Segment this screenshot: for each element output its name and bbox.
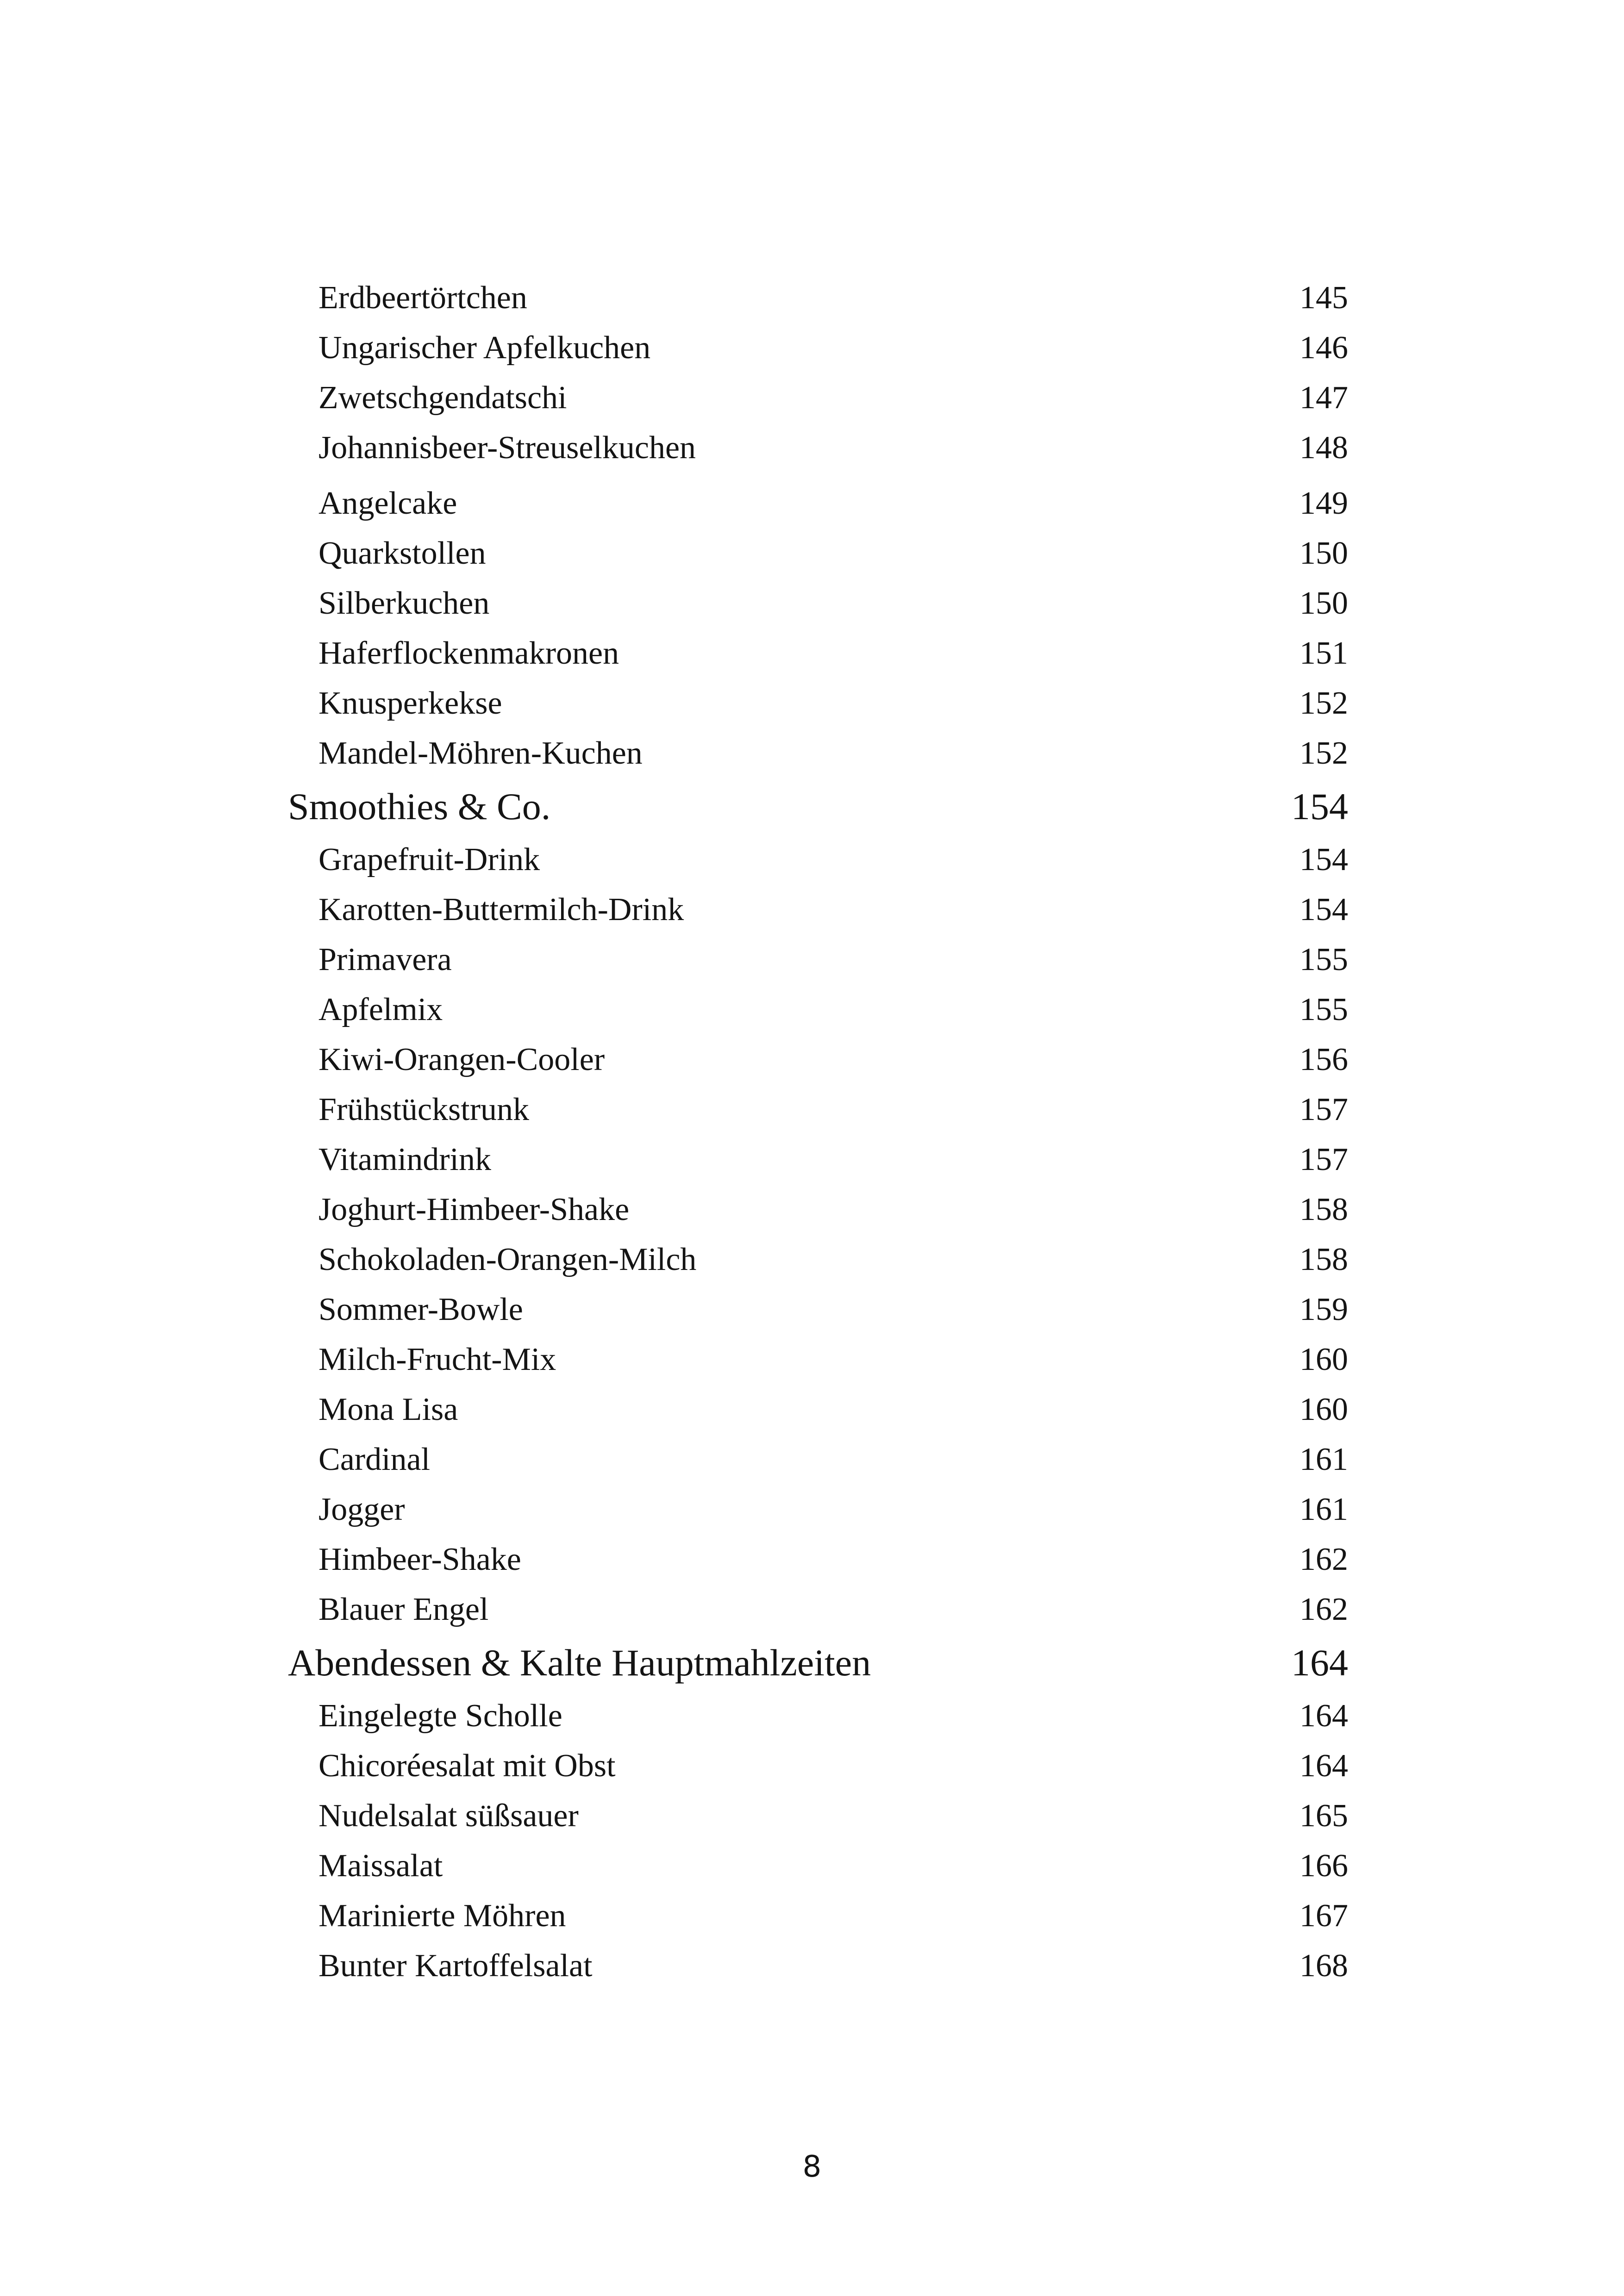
toc-section-title: Abendessen & Kalte Hauptmahlzeiten [288, 1642, 871, 1684]
toc-entry-title: Quarkstollen [319, 535, 486, 571]
toc-entry-row [288, 273, 1348, 323]
toc-entry-page: 146 [1299, 330, 1348, 366]
toc-entry-title: Primavera [319, 942, 452, 977]
toc-entry-page: 160 [1299, 1392, 1348, 1427]
toc-entry-title: Karotten-Buttermilch-Drink [319, 892, 684, 927]
toc-entry-row [288, 1485, 1348, 1535]
toc-entry-row [288, 835, 1348, 885]
toc-entry-page: 155 [1299, 942, 1348, 977]
toc-entry-title: Bunter Kartoffelsalat [319, 1948, 593, 1984]
toc-entry-row [288, 323, 1348, 373]
toc-entry-page: 168 [1299, 1948, 1348, 1984]
toc-entry-title: Mona Lisa [319, 1392, 458, 1427]
toc-entry-row [288, 373, 1348, 423]
toc-entry-page: 166 [1299, 1848, 1348, 1884]
toc-entry-row [288, 1891, 1348, 1941]
toc-entry-row [288, 1085, 1348, 1135]
toc-entry-title: Zwetschgendatschi [319, 380, 567, 416]
toc-entry-page: 157 [1299, 1142, 1348, 1177]
toc-entry-row [288, 479, 1348, 529]
toc-entry-page: 149 [1299, 485, 1348, 521]
toc-entry-row [288, 1335, 1348, 1385]
toc-entry-page: 145 [1299, 280, 1348, 316]
toc-entry-row [288, 935, 1348, 985]
toc-entry-page: 150 [1299, 535, 1348, 571]
toc-entry-title: Joghurt-Himbeer-Shake [319, 1192, 630, 1227]
toc-entry-row [288, 1035, 1348, 1085]
toc-entry-title: Silberkuchen [319, 585, 490, 621]
toc-entry-page: 167 [1299, 1898, 1348, 1934]
toc-entry-title: Mandel-Möhren-Kuchen [319, 735, 643, 771]
toc-section-page: 164 [1291, 1642, 1348, 1684]
toc-entry-title: Apfelmix [319, 992, 443, 1027]
toc-entry-title: Marinierte Möhren [319, 1898, 566, 1934]
toc-entry-page: 150 [1299, 585, 1348, 621]
toc-entry-page: 164 [1299, 1748, 1348, 1784]
toc-entry-row [288, 1841, 1348, 1891]
toc-entry-page: 160 [1299, 1342, 1348, 1377]
toc-entry-row [288, 1741, 1348, 1791]
toc-entry-page: 162 [1299, 1592, 1348, 1627]
toc-entry-row [288, 885, 1348, 935]
toc-entry-title: Vitamindrink [319, 1142, 491, 1177]
toc-entry-title: Maissalat [319, 1848, 443, 1884]
toc-entry-page: 155 [1299, 992, 1348, 1027]
toc-entry-page: 159 [1299, 1292, 1348, 1327]
page-number: 8 [802, 2150, 822, 2184]
toc-entry-title: Angelcake [319, 485, 457, 521]
toc-entry-page: 151 [1299, 635, 1348, 671]
toc-entry-title: Haferflockenmakronen [319, 635, 619, 671]
toc-entry-row [288, 423, 1348, 473]
toc-entry-title: Grapefruit-Drink [319, 842, 540, 877]
toc-entry-row [288, 1135, 1348, 1185]
toc-entry-page: 164 [1299, 1698, 1348, 1734]
toc-entry-title: Jogger [319, 1492, 405, 1527]
toc-entry-title: Schokoladen-Orangen-Milch [319, 1242, 697, 1277]
toc-entry-row [288, 1791, 1348, 1841]
toc-entry-page: 158 [1299, 1192, 1348, 1227]
toc-entry-row [288, 1435, 1348, 1485]
toc-entry-title: Knusperkekse [319, 685, 502, 721]
table-of-contents [288, 273, 1348, 1991]
toc-section-row [288, 1635, 1348, 1691]
toc-entry-row [288, 529, 1348, 579]
toc-entry-page: 161 [1299, 1492, 1348, 1527]
toc-entry-row [288, 628, 1348, 678]
toc-entry-row [288, 1185, 1348, 1235]
toc-entry-page: 165 [1299, 1798, 1348, 1834]
toc-entry-row [288, 1285, 1348, 1335]
toc-entry-title: Eingelegte Scholle [319, 1698, 562, 1734]
toc-entry-title: Frühstückstrunk [319, 1092, 529, 1127]
toc-entry-row [288, 1585, 1348, 1635]
toc-entry-title: Sommer-Bowle [319, 1292, 523, 1327]
toc-entry-title: Kiwi-Orangen-Cooler [319, 1042, 605, 1077]
toc-entry-title: Milch-Frucht-Mix [319, 1342, 556, 1377]
toc-entry-row [288, 579, 1348, 628]
toc-entry-title: Chicoréesalat mit Obst [319, 1748, 616, 1784]
toc-entry-title: Cardinal [319, 1442, 431, 1477]
toc-section-title: Smoothies & Co. [288, 785, 551, 828]
toc-entry-page: 158 [1299, 1242, 1348, 1277]
toc-entry-row [288, 1941, 1348, 1991]
toc-entry-row [288, 1385, 1348, 1435]
toc-entry-page: 147 [1299, 380, 1348, 416]
toc-entry-row [288, 678, 1348, 728]
toc-section-row [288, 778, 1348, 835]
toc-entry-page: 161 [1299, 1442, 1348, 1477]
toc-entry-page: 154 [1299, 892, 1348, 927]
toc-entry-row [288, 1691, 1348, 1741]
toc-entry-title: Johannisbeer-Streuselkuchen [319, 430, 696, 466]
toc-entry-title: Ungarischer Apfelkuchen [319, 330, 651, 366]
toc-entry-page: 154 [1299, 842, 1348, 877]
toc-entry-page: 156 [1299, 1042, 1348, 1077]
toc-entry-row [288, 728, 1348, 778]
toc-entry-title: Himbeer-Shake [319, 1542, 521, 1577]
toc-entry-page: 148 [1299, 430, 1348, 466]
toc-entry-page: 157 [1299, 1092, 1348, 1127]
toc-entry-row [288, 1235, 1348, 1285]
toc-entry-row [288, 1535, 1348, 1585]
toc-entry-title: Erdbeertörtchen [319, 280, 527, 316]
toc-entry-page: 162 [1299, 1542, 1348, 1577]
toc-entry-page: 152 [1299, 685, 1348, 721]
toc-entry-title: Nudelsalat süßsauer [319, 1798, 579, 1834]
toc-entry-page: 152 [1299, 735, 1348, 771]
toc-entry-row [288, 985, 1348, 1035]
toc-section-page: 154 [1291, 785, 1348, 828]
toc-entry-title: Blauer Engel [319, 1592, 489, 1627]
